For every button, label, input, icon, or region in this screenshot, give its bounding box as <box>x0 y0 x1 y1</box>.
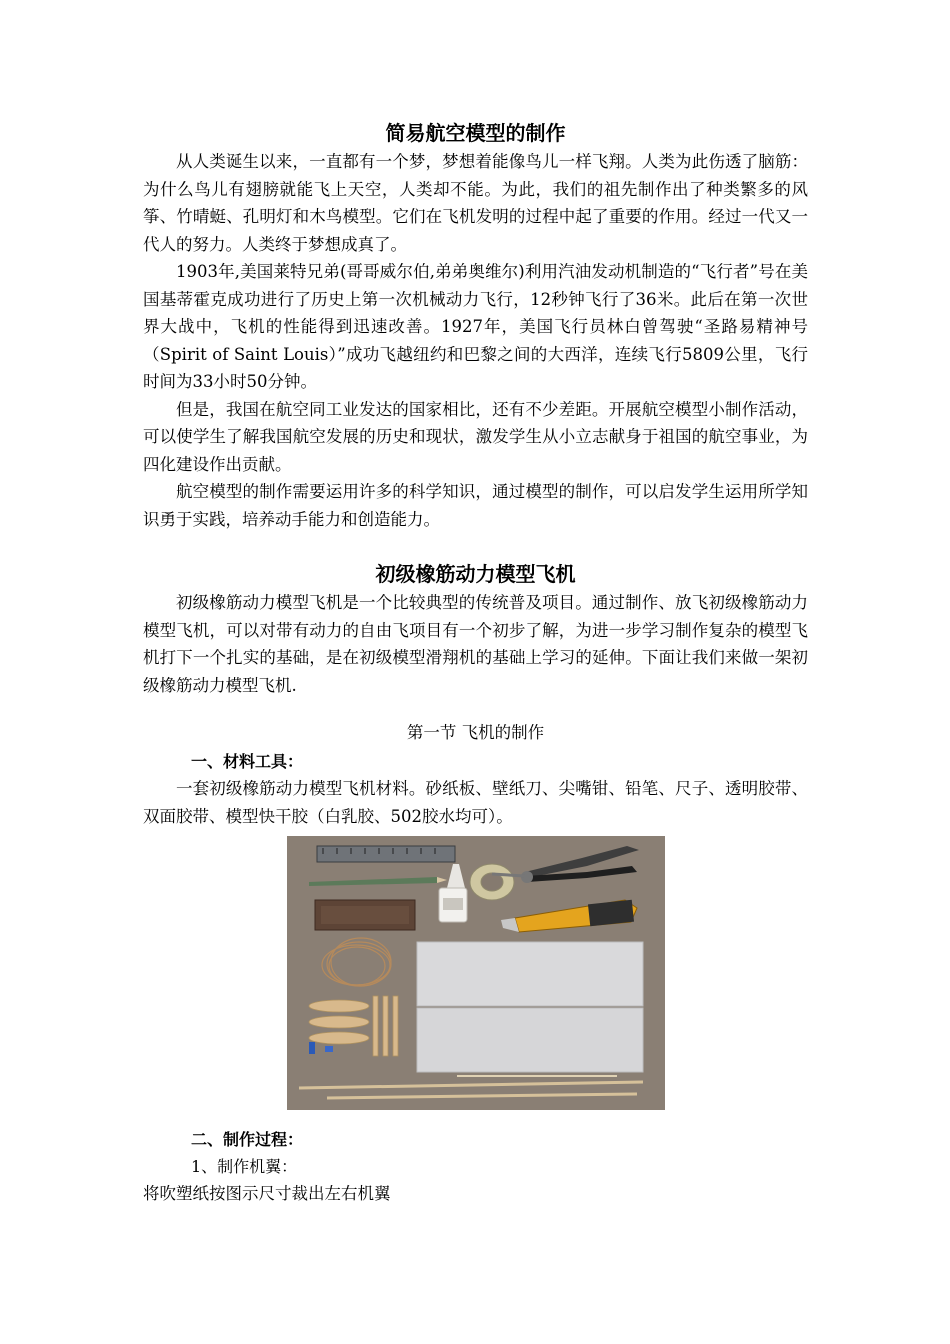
spacer <box>143 533 808 559</box>
paragraph-gap: 但是，我国在航空同工业发达的国家相比，还有不少差距。开展航空模型小制作活动，可以使学生了解我国航空发展的历史和现状，激发学生从小立志献身于祖国的航空事业，为四化建设作出贡献。 <box>143 399 808 474</box>
materials-photo <box>287 836 665 1110</box>
ruler-icon <box>317 846 455 862</box>
spacer <box>143 699 808 709</box>
section-title-rubber-plane: 初级橡筋动力模型飞机 <box>375 562 576 586</box>
paragraph-rubber-plane: 初级橡筋动力模型飞机是一个比较典型的传统普及项目。通过制作、放飞初级橡筋动力模型飞机，可以对带有动力的自由飞项目有一个初步了解，为进一步学习制作复杂的模型飞机打下一个扎实的基础，是在初级模型滑翔机的基础上学习的延伸。下面让我们来做一架初级橡筋动力模型飞机. <box>143 593 808 695</box>
paragraph-materials: 一套初级橡筋动力模型飞机材料。砂纸板、壁纸刀、尖嘴钳、铅笔、尺子、透明胶带、双面胶带、模型快干胶（白乳胶、502胶水均可）。 <box>143 779 808 826</box>
photo-container <box>143 836 808 1110</box>
paragraph-knowledge: 航空模型的制作需要运用许多的科学知识，通过模型的制作，可以启发学生运用所学知识勇于实践，培养动手能力和创造能力。 <box>143 482 808 529</box>
step-wing: 1、制作机翼： <box>191 1157 298 1176</box>
subheading-process: 二、制作过程： <box>191 1130 304 1149</box>
document-body <box>143 118 808 1207</box>
doc-title: 简易航空模型的制作 <box>385 121 566 145</box>
paragraph-intro: 从人类诞生以来，一直都有一个梦，梦想着能像鸟儿一样飞翔。人类为此伤透了脑筋：为什么鸟儿有翅膀就能飞上天空，人类却不能。为此，我们的祖先制作出了种类繁多的风筝、竹晴蜓、孔明灯和木鸟模型。它们在飞机发明的过程中起了重要的作用。经过一代又一代人的努力。人类终于梦想成真了。 <box>143 152 808 254</box>
subheading-materials: 一、材料工具： <box>191 752 304 771</box>
paragraph-history: 1903年,美国莱特兄弟(哥哥威尔伯,弟弟奥维尔)利用汽油发动机制造的“飞行者”号在美国基蒂霍克成功进行了历史上第一次机械动力飞行，12秒钟飞行了36米。此后在第一次世界大战中，飞机的性能得到迅速改善。1927年，美国飞行员林白曾驾驶“圣路易精神号（Spirit of Saint Louis）”成功飞越纽约和巴黎之间的大西洋，连续飞行5809公里，飞行时间为33小时50分钟。 <box>143 262 808 391</box>
tape-roll-icon <box>470 864 514 900</box>
section-heading: 第一节 飞机的制作 <box>406 723 545 742</box>
materials-photo-drawing <box>287 836 665 1110</box>
paragraph-wing-cut: 将吹塑纸按图示尺寸裁出左右机翼 <box>143 1184 391 1203</box>
